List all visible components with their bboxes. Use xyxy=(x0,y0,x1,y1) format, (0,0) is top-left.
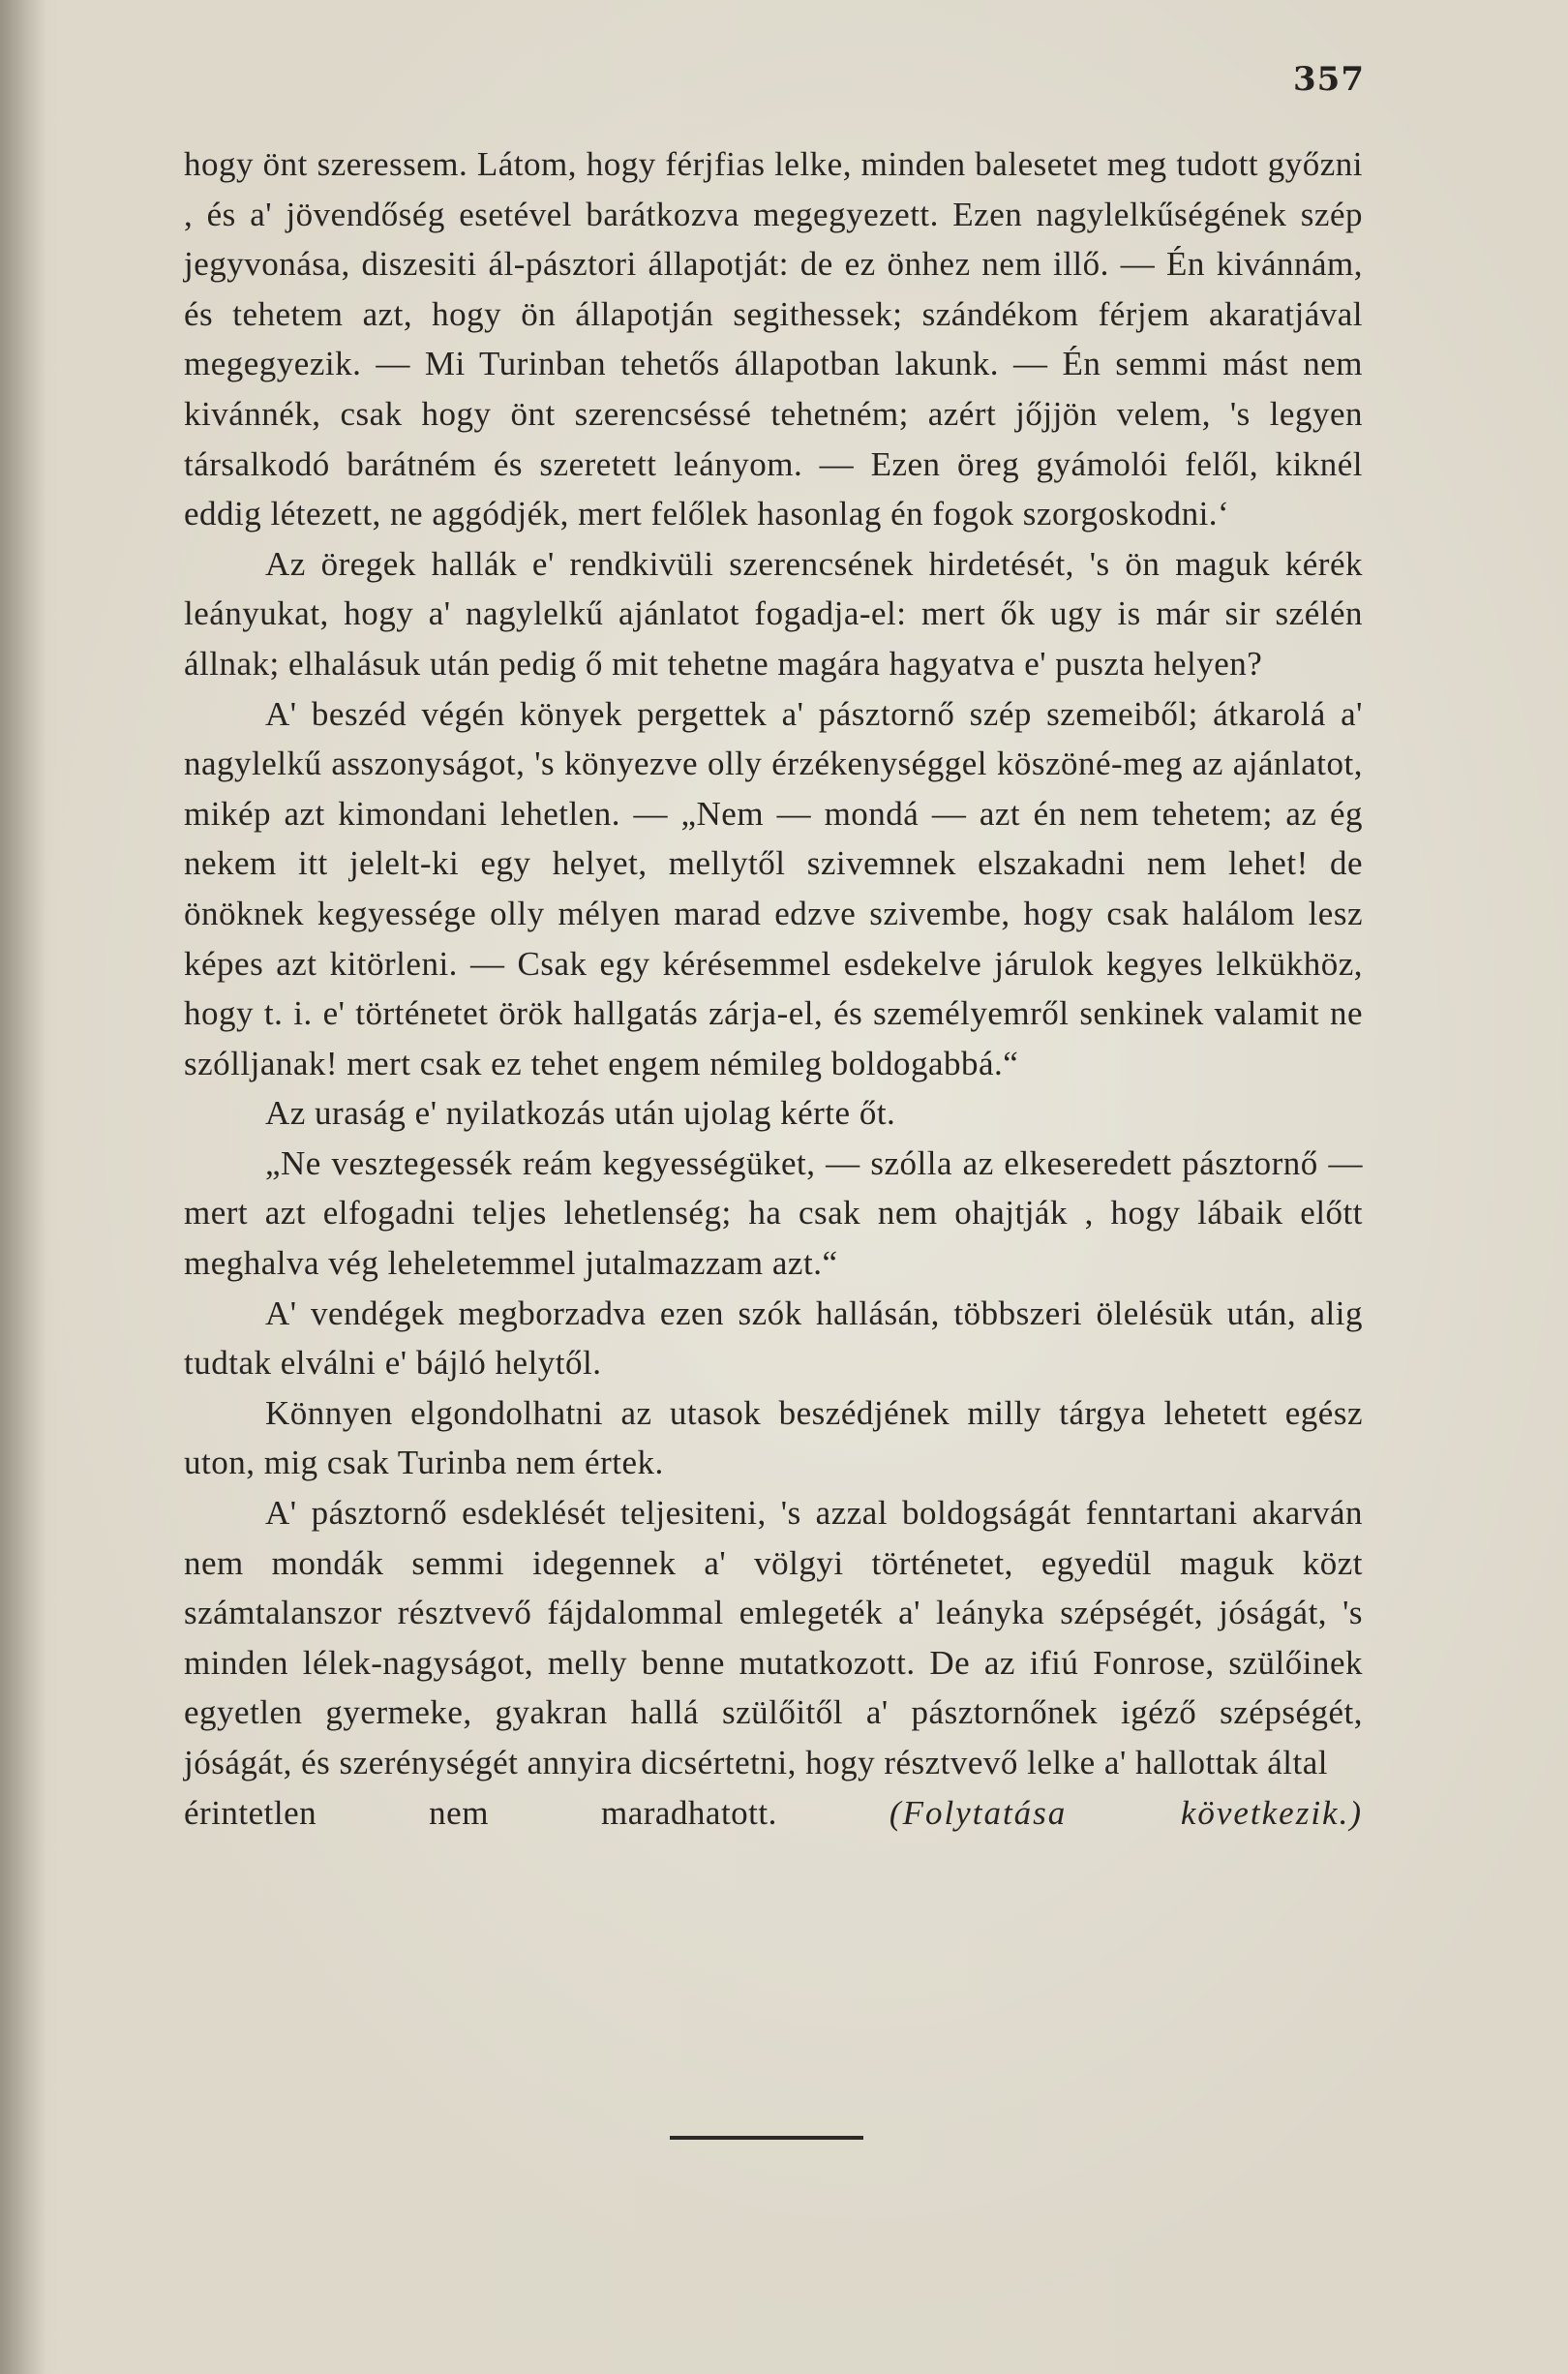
page-number: 357 xyxy=(1293,60,1365,99)
paragraph-5: „Ne vesztegessék reám kegyességüket, — szólla az elkeseredett pásztornő — mert azt elfogadni teljes lehetlenség; ha csak nem ohajtják , hogy lábaik előtt meghalva vég leheletemmel jutalmazzam azt.“ xyxy=(184,1143,1363,1283)
paragraph-1: hogy önt szeressem. Látom, hogy férjfias lelke, minden balesetet meg tudott győzni , és a' jövendőség esetével barátkozva megegyezett. Ezen nagylelkűségének szép jegyvonása, diszesiti ál-pásztori állapotját: de ez önhez nem illő. — Én kivánnám, és tehetem azt, hogy ön állapotján segithessek; szándékom férjem akaratjával megegyezik. — Mi Turinban tehetős állapotban lakunk. — Én semmi mást nem kivánnék, csak hogy önt szerencséssé tehetném; azért jőjjön velem, 's legyen társalkodó barátném és szeretett leányom. — Ezen öreg gyámolói felől, kiknél eddig létezett, ne aggódjék, mert felőlek hasonlag én fogok szorgoskodni.‘ xyxy=(184,145,1363,533)
body-text xyxy=(184,139,1363,1838)
closing-text: érintetlen nem maradhatott. xyxy=(184,1793,777,1832)
closing-line xyxy=(184,1788,1363,1839)
spine-shadow xyxy=(0,0,46,2374)
paragraph-3: A' beszéd végén könyek pergettek a' pásztornő szép szemeiből; átkarolá a' nagylelkű asszonyságot, 's könyezve olly érzékenységgel köszöné-meg az ajánlatot, mikép azt kimondani lehetlen. — „Nem — mondá — azt én nem tehetem; az ég nekem itt jelelt-ki egy helyet, mellytől szivemnek elszakadni nem lehet! de önöknek kegyessége olly mélyen marad edzve szivembe, hogy csak halálom lesz képes azt kitörleni. — Csak egy kérésemmel esdekelve járulok kegyes lelkükhöz, hogy t. i. e' történetet örök hallgatás zárja-el, és személyemről senkinek valamit ne szólljanak! mert csak ez tehet engem némileg boldogabbá.“ xyxy=(184,694,1363,1082)
paragraph-7: Könnyen elgondolhatni az utasok beszédjének milly tárgya lehetett egész uton, mig csak Turinba nem értek. xyxy=(184,1393,1363,1482)
end-rule xyxy=(670,2136,863,2140)
paragraph-8: A' pásztornő esdeklését teljesiteni, 's azzal boldogságát fenntartani akarván nem mondák semmi idegennek a' völgyi történetet, egyedül maguk közt számtalanszor résztvevő fájdalommal emlegeték a' leányka szépségét, jóságát, 's minden lélek-nagyságot, melly benne mutatkozott. De az ifiú Fonrose, szülőinek egyetlen gyermeke, gyakran hallá szülőitől a' pásztornőnek igéző szépségét, jóságát, és szerénységét annyira dicsértetni, hogy résztvevő lelke a' hallottak által xyxy=(184,1494,1363,1781)
paragraph-2: Az öregek hallák e' rendkivüli szerencsének hirdetését, 's ön maguk kérék leányukat, hogy a' nagylelkű ajánlatot fogadja-el: mert ők ugy is már sir szélén állnak; elhalásuk után pedig ő mit tehetne magára hagyatva e' puszta helyen? xyxy=(184,544,1363,683)
paragraph-6: A' vendégek megborzadva ezen szók hallásán, többszeri ölelésük után, alig tudtak elválni e' bájló helytől. xyxy=(184,1294,1363,1383)
continued-note: (Folytatása következik.) xyxy=(889,1793,1363,1832)
paragraph-4: Az uraság e' nyilatkozás után ujolag kérte őt. xyxy=(265,1094,896,1133)
